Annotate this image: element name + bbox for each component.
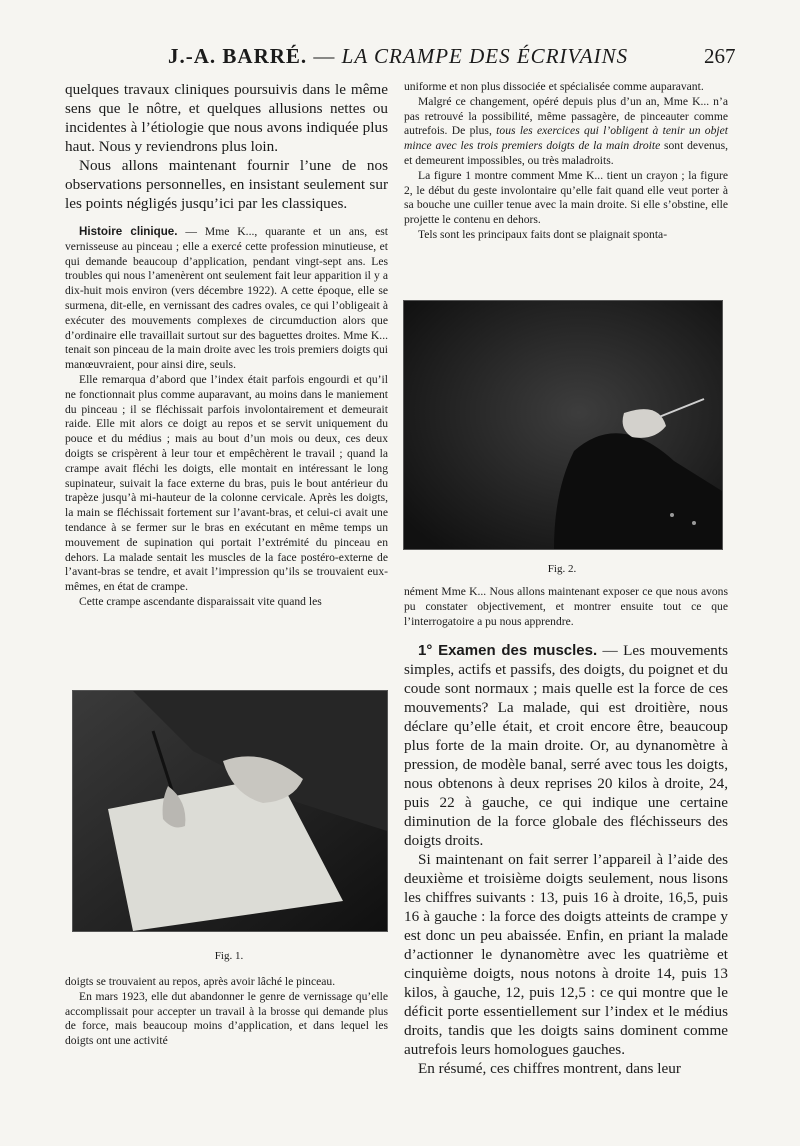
after-figure-2-text: nément Mme K... Nous allons maintenant exposer ce que nous avons pu constater objectivement, et montrer ensuite tout ce que l’interrogatoire a pu nous apprendre. <box>404 585 728 628</box>
history-label: Histoire clinique. <box>79 225 178 238</box>
history-text: — Mme K..., quarante et un ans, est vernisseuse au pinceau ; elle a exercé cette profession minutieuse, et qui demande beaucoup d’application, pendant vingt-sept ans. Les troubles qui nous l’amenèrent ont seulement fait leur apparition il y a dix-huit mois environ (vers décembre 1922). A cette époque, elle se surmena, dit-elle, en vernissant des cadres ovales, ce qui l’obligeait à exécuter des mouvements complexes de circumduction alors que d’ordinaire elle travaillait surtout sur des baguettes droites. Mme K... tenait son pinceau de la main droite avec les trois premiers doigts qui manœuvraient, pour ainsi dire, seuls. <box>65 225 388 372</box>
figure-2-caption: Fig. 2. <box>547 563 577 575</box>
header-separator: — <box>307 44 342 68</box>
right-continuation-text: uniforme et non plus dissociée et spécialisée comme auparavant. <box>404 80 704 93</box>
figure-1-photo <box>72 690 388 932</box>
march-paragraph: En mars 1923, elle dut abandonner le genre de vernissage qu’elle accomplissait pour accepter un travail à la brosse qui demande plus de force, mais beaucoup moins d’application, et dans lequel les doigts ont une activité <box>65 989 388 1048</box>
figure-2-illustration <box>404 301 722 549</box>
history-paragraph <box>65 225 388 373</box>
malgre-paragraph <box>404 95 728 169</box>
malgre-text-b: sont devenus, et demeurent impossibles, ou très maladroits. <box>404 139 728 167</box>
intro-paragraph-2: Nous allons maintenant fournir l’une de nos observations personnelles, en insistant seulement sur les points négligés jusqu’ici par les classiques. <box>65 157 388 212</box>
figure-description-paragraph: La figure 1 montre comment Mme K... tient un crayon ; la figure 2, le début du geste involontaire qu’elle fait quand elle veut porter à sa bouche une cuiller tenue avec la main droite. Si elle s’obstine, elle projette le contenu en dehors. <box>404 168 728 227</box>
index-paragraph: Elle remarqua d’abord que l’index était parfois engourdi et qu’il ne fonctionnait plus comme auparavant, au moins dans le maniement du pinceau ; il se fléchissait parfois involontairement et demeurait raide. Elle mit alors ce doigt au repos et se servit uniquement du pouce et du médius ; mais au bout d’un mois ou deux, ces deux doigts se crispèrent à leur tour et empêchèrent le travail ; quand la crampe avait fléchi les doigts, elle montait en intéressant le long supinateur, suivait la face externe du bras, puis le bout antérieur du trapèze jusqu’à mi-hauteur de la colonne cervicale. Après les doigts, la main se fléchissait fortement sur l’avant-bras, et celui-ci avait une tendance à se fermer sur le bras en exécutant en même temps un mouvement de supination qui portait l’extrémité du pinceau en dehors. La malade sentait les muscles de la face postéro-externe de l’avant-bras se tendre, et avait l’impression qu’ils se trouvaient eux-mêmes, en état de crampe. <box>65 372 388 594</box>
header-title <box>168 44 628 69</box>
header-work-title: LA CRAMPE DES ÉCRIVAINS <box>341 44 629 68</box>
figure-2-photo <box>403 300 723 550</box>
page-number: 267 <box>704 44 736 68</box>
left-column <box>65 80 388 610</box>
figure-1-illustration <box>73 691 387 931</box>
ascending-cramp-paragraph: Cette crampe ascendante disparaissait vite quand les <box>79 594 322 608</box>
exam-paragraph <box>404 641 728 850</box>
tels-paragraph: Tels sont les principaux faits dont se plaignait sponta- <box>418 227 668 241</box>
exam-text: — Les mouvements simples, actifs et passifs, des doigts, du poignet et du coude sont normaux ; mais quelle est la force de ces mouvements? La malade, qui est droitière, nous déclare qu’elle était, et croit encore être, beaucoup plus forte de la main droite. Or, au dynanomètre à pression, de modèle banal, serré avec tous les doigts, nous obtenons à deux reprises 20 kilos à droite, 24, puis 22 à gauche, ce qui indique une certaine diminution de la force globale des fléchisseurs des doigts droits. <box>404 642 728 850</box>
intro-paragraph-1: quelques travaux cliniques poursuivis dans le même sens que le nôtre, et quelques allusions nettes ou incidentes à l’étiologie que nous avons indiquée plus haut. Nous y reviendrons plus loin. <box>65 81 388 155</box>
running-header <box>0 44 800 70</box>
right-column <box>404 80 728 243</box>
figure-1-caption: Fig. 1. <box>214 950 244 962</box>
left-continuation <box>65 975 388 1049</box>
after-figure-1-text: doigts se trouvaient au repos, après avoir lâché le pinceau. <box>65 975 336 988</box>
right-continuation <box>404 585 728 1078</box>
exam-heading: 1° Examen des muscles. <box>418 642 598 660</box>
header-author: J.-A. BARRÉ. <box>168 44 308 68</box>
malgre-text-italic: tous les exercices qui l’obligent à tenir un objet mince avec les trois premiers doigts de la main droite <box>404 124 728 153</box>
si-paragraph: Si maintenant on fait serrer l’appareil à l’aide des deuxième et troisième doigts seulement, nous lisons les chiffres suivants : 13, puis 16 à droite, 16,5, puis 16 à gauche : la force des doigts atteints de crampe y est donc un peu abaissée. Enfin, en priant la malade d’actionner le dynanomètre avec les quatrième et cinquième doigts, nous notons à droite 14, puis 13 kilos, à gauche, 12, puis 12,5 : ce qui montre que le déficit porte essentiellement sur l’index et le médius droits, tandis que les doigts sains dominent comme autrefois leurs homologues gauches. <box>404 851 728 1059</box>
malgre-text-a: Malgré ce changement, opéré depuis plus d’un an, Mme K... n’a pas retrouvé la possibilité, même passagère, de pinceauter comme autrefois. De plus, <box>404 94 728 138</box>
resume-paragraph: En résumé, ces chiffres montrent, dans leur <box>418 1060 681 1078</box>
